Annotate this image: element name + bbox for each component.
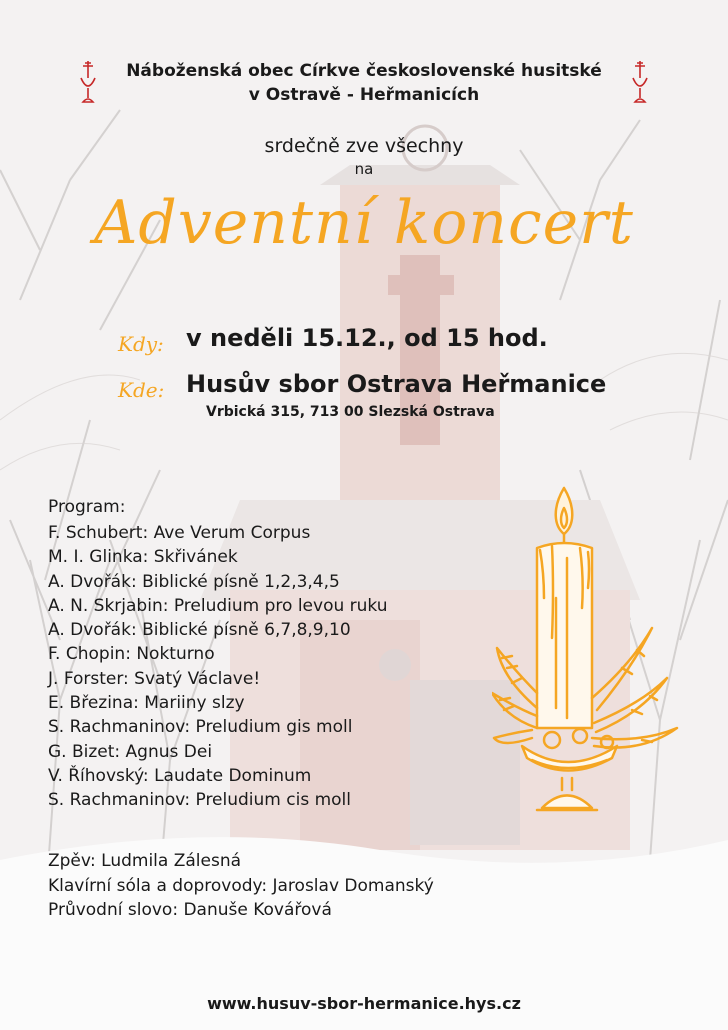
- event-title: Adventní koncert: [94, 188, 634, 258]
- program-list: [48, 521, 388, 813]
- singer-credit: Zpěv: Ludmila Zálesná: [48, 851, 242, 871]
- program-item: J. Forster: Svatý Václave!: [48, 668, 261, 689]
- speech-credit: Průvodní slovo: Danuše Kovářová: [48, 900, 332, 920]
- program-item: S. Rachmaninov: Preludium gis moll: [48, 717, 353, 738]
- organizer-location: v Ostravě - Heřmanicích: [248, 85, 480, 105]
- credits: [48, 849, 434, 923]
- program-item: S. Rachmaninov: Preludium cis moll: [48, 790, 352, 811]
- when-label: Kdy:: [118, 332, 164, 356]
- program-item: G. Bizet: Agnus Dei: [48, 741, 213, 762]
- program-item: E. Březina: Mariiny slzy: [48, 693, 245, 714]
- where-label: Kde:: [118, 378, 165, 402]
- program-item: F. Schubert: Ave Verum Corpus: [48, 523, 311, 543]
- program-item: V. Říhovský: Laudate Dominum: [48, 765, 312, 786]
- advent-candle-icon: [492, 478, 682, 818]
- venue-address: Vrbická 315, 713 00 Slezská Ostrava: [206, 404, 495, 420]
- invitation-line: srdečně zve všechny: [264, 135, 464, 157]
- program-item: A. N. Skrjabin: Preludium pro levou ruku: [48, 595, 388, 616]
- piano-credit: Klavírní sóla a doprovody: Jaroslav Domanský: [48, 875, 434, 896]
- program-item: A. Dvořák: Biblické písně 6,7,8,9,10: [48, 620, 351, 641]
- program-heading: Program:: [48, 497, 126, 517]
- organizer-name: Náboženská obec Církve československé husitské: [126, 61, 602, 81]
- program-item: F. Chopin: Nokturno: [48, 644, 215, 665]
- invitation-connector: na: [354, 160, 374, 178]
- program-item: A. Dvořák: Biblické písně 1,2,3,4,5: [48, 571, 340, 592]
- event-date-time: v neděli 15.12., od 15 hod.: [186, 324, 548, 352]
- website-link[interactable]: www.husuv-sbor-hermanice.hys.cz: [207, 994, 521, 1013]
- program-item: M. I. Glinka: Skřivánek: [48, 547, 238, 568]
- event-venue: Husův sbor Ostrava Heřmanice: [186, 370, 607, 398]
